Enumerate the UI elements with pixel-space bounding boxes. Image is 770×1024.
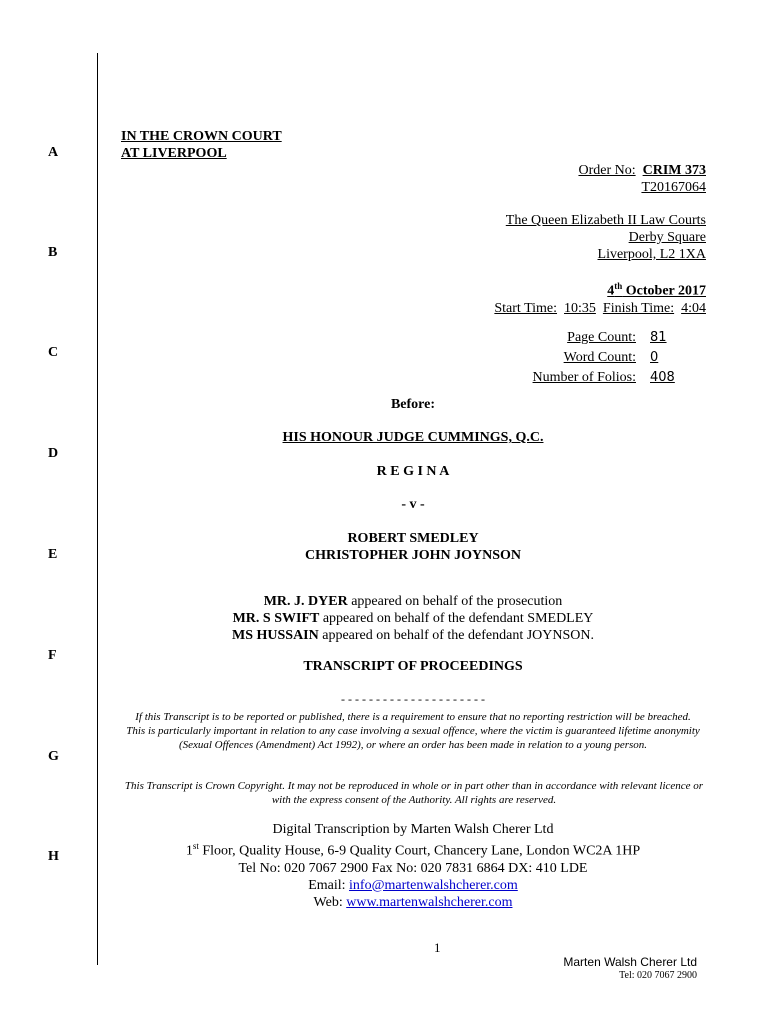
counts-block xyxy=(470,328,675,388)
company-line: Digital Transcription by Marten Walsh Cherer Ltd xyxy=(272,822,554,837)
margin-letter-f: F xyxy=(48,648,57,663)
contact-block xyxy=(100,821,726,911)
address-line-3: Liverpool, L2 1XA xyxy=(597,247,706,262)
order-number: CRIM 373 xyxy=(642,163,706,178)
page-count-value: 81 xyxy=(650,330,667,345)
page-number: 1 xyxy=(434,940,441,955)
margin-letter-b: B xyxy=(48,245,58,260)
margin-letter-c: C xyxy=(48,345,59,360)
margin-letter-h: H xyxy=(48,849,59,864)
footer xyxy=(563,955,697,983)
email-line: Email: info@martenwalshcherer.com xyxy=(308,877,518,893)
order-label: Order No: xyxy=(578,163,636,178)
footer-tel: Tel: 020 7067 2900 xyxy=(619,970,697,981)
margin-letter-g: G xyxy=(48,749,59,764)
address-line: 1st Floor, Quality House, 6-9 Quality Court, Chancery Lane, London WC2A 1HP xyxy=(185,841,641,859)
judge-name: HIS HONOUR JUDGE CUMMINGS, Q.C. xyxy=(282,430,544,445)
court-line-1: IN THE CROWN COURT xyxy=(121,129,282,144)
margin-letter-e: E xyxy=(48,547,58,562)
regina: R E G I N A xyxy=(376,464,450,479)
folios-row: Number of Folios: 408 xyxy=(470,368,636,388)
word-count-value: 0 xyxy=(650,350,659,365)
hearing-times: Start Time: 10:35 Finish Time: 4:04 xyxy=(494,300,706,316)
word-count-row: Word Count: 0 xyxy=(470,348,636,368)
defendant-1: ROBERT SMEDLEY xyxy=(347,531,479,546)
margin-rule xyxy=(97,53,98,965)
appearance-smedley: MR. S SWIFT appeared on behalf of the defendant SMEDLEY xyxy=(232,611,594,626)
reporting-notice: If this Transcript is to be reported or published, there is a requirement to ensure that no reporting restriction will be breached. This is particularly important in relation to any case involving a sexual offence, where the victim is guaranteed lifetime anonymity (Sexual Offences (Amendment) Act 1992), or where an order has been made in relation to a young person. xyxy=(126,711,700,751)
versus: - v - xyxy=(401,497,425,512)
address-line-2: Derby Square xyxy=(628,230,706,245)
footer-company: Marten Walsh Cherer Ltd xyxy=(563,955,697,969)
page-count-row: Page Count: 81 xyxy=(470,328,636,348)
court-line-2: AT LIVERPOOL xyxy=(121,146,227,161)
margin-letter-a: A xyxy=(48,145,59,160)
folios-value: 408 xyxy=(650,370,675,385)
email-link[interactable]: info@martenwalshcherer.com xyxy=(349,877,518,893)
order-ref: T20167064 xyxy=(641,180,706,195)
appearance-prosecution: MR. J. DYER appeared on behalf of the prosecution xyxy=(263,594,563,609)
start-time: 10:35 xyxy=(564,300,596,316)
address-block xyxy=(506,212,706,263)
appearance-joynson: MS HUSSAIN appeared on behalf of the defendant JOYNSON. xyxy=(232,628,594,643)
hearing-date: 4th October 2017 xyxy=(607,281,706,299)
date-block xyxy=(494,278,706,317)
appearances xyxy=(100,593,726,644)
order-block xyxy=(578,162,706,196)
finish-time: 4:04 xyxy=(681,300,706,316)
copyright-notice: This Transcript is Crown Copyright. It may not be reproduced in whole or in part other than in accordance with relevant licence or with the express consent of the Authority. All rights are reserved. xyxy=(124,780,704,806)
before-label: Before: xyxy=(390,397,436,412)
court-heading xyxy=(121,128,282,162)
dash-separator: - - - - - - - - - - - - - - - - - - - - - xyxy=(341,692,485,706)
web-link[interactable]: www.martenwalshcherer.com xyxy=(346,894,513,910)
web-line: Web: www.martenwalshcherer.com xyxy=(313,894,513,910)
margin-letter-d: D xyxy=(48,446,59,461)
defendant-2: CHRISTOPHER JOHN JOYNSON xyxy=(305,548,521,563)
phone-line: Tel No: 020 7067 2900 Fax No: 020 7831 6864 DX: 410 LDE xyxy=(238,860,588,876)
address-line-1: The Queen Elizabeth II Law Courts xyxy=(505,213,706,228)
defendants xyxy=(100,530,726,564)
transcript-title: TRANSCRIPT OF PROCEEDINGS xyxy=(303,659,523,674)
